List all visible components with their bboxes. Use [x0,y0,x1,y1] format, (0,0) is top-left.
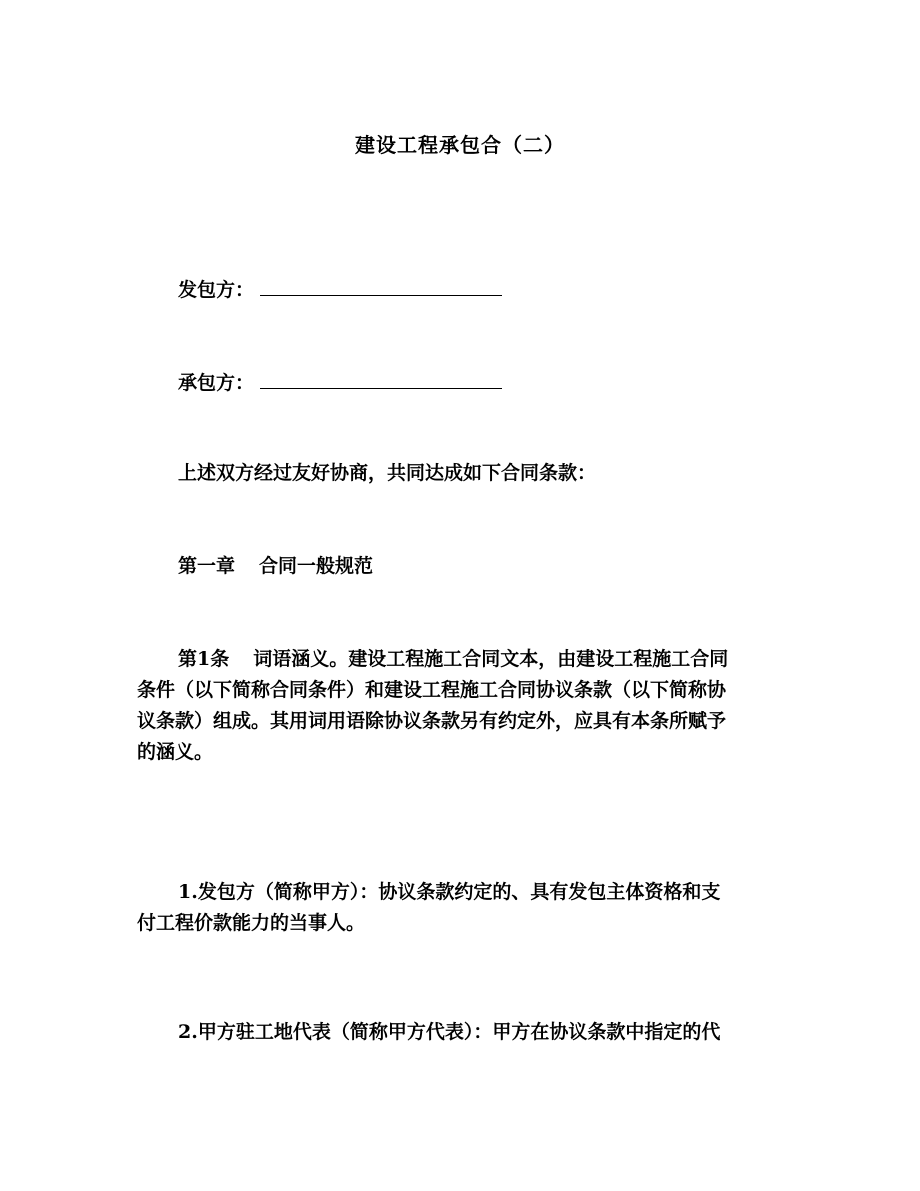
item-1-line-2: 付工程价款能力的当事人。 [137,912,366,934]
contractor-line [178,366,502,398]
item-1-line-1: 1.发包方（简称甲方）：协议条款约定的、具有发包主体资格和支 [178,881,721,903]
contractor-label: 承包方： [178,372,255,394]
chapter-heading [178,551,373,581]
item-2 [137,1017,785,1048]
item-1 [137,877,785,939]
article-1-line-1: 第1条 词语涵义。建设工程施工合同文本，由建设工程施工合同 [178,648,729,670]
article-1-line-4: 的涵义。 [137,741,214,763]
article-1-number: 第1条 [178,648,230,670]
item-2-line-1: 2.甲方驻工地代表（简称甲方代表）：甲方在协议条款中指定的代 [178,1021,721,1043]
employer-label: 发包方： [178,279,255,301]
document-title: 建设工程承包合（二） [355,133,565,157]
article-1-line-3: 议条款）组成。其用词用语除协议条款另有约定外，应具有本条所赋予 [137,710,727,732]
article-1 [137,644,785,768]
chapter-number: 第一章 [178,555,236,577]
employer-blank-field [260,273,502,296]
article-1-line-2: 条件（以下简称合同条件）和建设工程施工合同协议条款（以下简称协 [137,679,727,701]
contractor-blank-field [260,366,502,389]
employer-line [178,273,502,305]
preamble: 上述双方经过友好协商，共同达成如下合同条款： [178,462,597,484]
chapter-title: 合同一般规范 [259,555,374,577]
